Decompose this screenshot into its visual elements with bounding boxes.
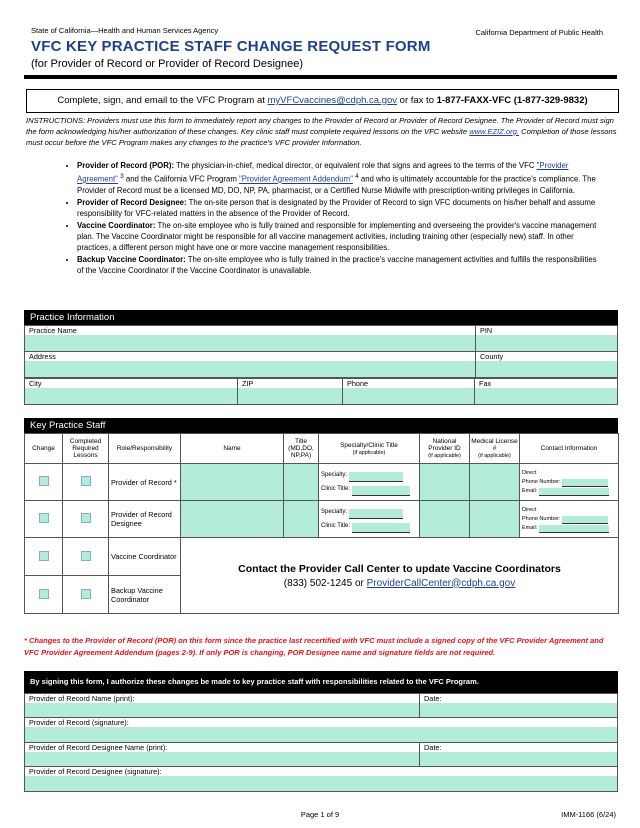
role-vaccine-coordinator: Vaccine Coordinator xyxy=(109,538,181,576)
call-center-heading: Contact the Provider Call Center to update Vaccine Coordinators xyxy=(238,562,561,575)
col-header-license xyxy=(470,434,520,464)
designee-signature-label: Provider of Record Designee (signature): xyxy=(29,767,162,776)
call-center-contact xyxy=(183,578,616,589)
header-rule xyxy=(24,75,617,79)
table-row-vaccine-coordinator xyxy=(25,538,619,576)
col-header-name: Name xyxy=(181,434,284,464)
definition-text: The physician-in-chief, medical director, or equivalent role that signs and agrees to the terms of the VFC xyxy=(174,161,537,170)
key-practice-staff-header: Key Practice Staff xyxy=(24,418,618,433)
practice-name-label: Practice Name xyxy=(29,326,77,335)
fax-label: Fax xyxy=(479,379,492,388)
col-header-contact: Contact Information xyxy=(520,434,619,464)
designee-name-cell xyxy=(25,743,420,767)
email-label: Email: xyxy=(522,524,538,531)
city-cell xyxy=(25,379,238,405)
practice-information-header: Practice Information xyxy=(24,310,618,325)
specialty-cell-por xyxy=(319,464,420,501)
agency-name: State of California—Health and Human Services Agency xyxy=(31,26,219,35)
por-name-label: Provider of Record Name (print): xyxy=(29,694,135,703)
col-header-specialty xyxy=(319,434,420,464)
lessons-checkbox-designee[interactable] xyxy=(81,513,91,523)
table-row-por xyxy=(25,464,619,501)
change-cell xyxy=(25,464,63,501)
definition-text: The on-site person that is designated by the Provider of Record to sign VFC documents on his/her behalf and assume responsibility for VFC-related matters in the absence of the Provider of Record. xyxy=(77,197,596,218)
specialty-label: Specialty: xyxy=(321,472,348,478)
por-signature-label: Provider of Record (signature): xyxy=(29,718,129,727)
practice-name-input[interactable] xyxy=(25,335,475,351)
lessons-cell xyxy=(63,576,109,614)
call-center-phone: (833) 502-1245 or xyxy=(283,577,367,589)
submission-instructions xyxy=(26,89,619,113)
name-input-por[interactable] xyxy=(181,464,284,501)
fax-input[interactable] xyxy=(475,388,617,404)
key-practice-staff-section xyxy=(24,418,618,614)
designee-name-label: Provider of Record Designee Name (print): xyxy=(29,743,168,752)
city-label: City xyxy=(29,379,42,388)
form-title: VFC KEY PRACTICE STAFF CHANGE REQUEST FORM xyxy=(31,38,431,55)
email-input-por[interactable] xyxy=(539,488,609,496)
table-row-designee xyxy=(25,501,619,538)
fax-cell xyxy=(475,379,618,405)
contact-cell-por xyxy=(520,464,619,501)
vfc-email-link[interactable]: myVFCvaccines@cdph.ca.gov xyxy=(267,95,398,106)
form-id: IMM-1166 (6/24) xyxy=(561,810,616,819)
npi-header-text: National Provider ID xyxy=(428,438,461,452)
role-por: Provider of Record * xyxy=(109,464,181,501)
definition-text: The on-site employee who is fully trained in the practice's vaccine management activities and fulfills the responsibilities of the Vaccine Coordinator if the Vaccine Coordinator is unavailable. xyxy=(77,254,597,275)
direct-label: Direct xyxy=(522,469,537,476)
footnote-ref: 4 xyxy=(355,173,359,180)
pin-label: PIN xyxy=(480,326,493,335)
practice-name-cell xyxy=(25,326,476,352)
lessons-checkbox-vc[interactable] xyxy=(81,551,91,561)
city-input[interactable] xyxy=(25,388,237,404)
contact-mid: or fax to xyxy=(397,95,437,106)
designee-name-input[interactable] xyxy=(25,752,419,766)
contact-prefix: Complete, sign, and email to the VFC Program at xyxy=(57,95,268,106)
definition-label: Provider of Record (POR): xyxy=(77,161,175,170)
clinic-title-label: Clinic Title: xyxy=(321,523,351,529)
phone-label: Phone xyxy=(347,379,369,388)
specialty-input-designee[interactable] xyxy=(349,509,403,519)
lessons-cell xyxy=(63,538,109,576)
phone-cell xyxy=(343,379,475,405)
authorization-statement: By signing this form, I authorize these changes be made to key practice staff with responsibilities related to the VFC Program. xyxy=(24,671,618,693)
change-cell xyxy=(25,501,63,538)
specialty-label: Specialty: xyxy=(321,509,348,515)
lessons-cell xyxy=(63,464,109,501)
date2-cell xyxy=(420,743,618,767)
license-input-designee[interactable] xyxy=(470,501,520,538)
col-header-title: Title (MD,DO, NP,PA) xyxy=(284,434,319,464)
date2-label: Date: xyxy=(424,743,442,752)
por-name-input[interactable] xyxy=(25,703,419,717)
instructions xyxy=(26,115,618,148)
date1-input[interactable] xyxy=(420,703,617,717)
eziz-link[interactable]: www.EZIZ.org. xyxy=(469,127,519,136)
specialty-header-sub: (if applicable) xyxy=(352,449,386,456)
department-name: California Department of Public Health xyxy=(475,28,603,37)
por-change-note: * Changes to the Provider of Record (POR) on this form since the practice last recertified with VFC must include a signed copy of the VFC Provider Agreement and VFC Provider Agreement Addendum (pages 2-9). If only POR is changing, POR Designee name and signature fields are not required. xyxy=(24,636,604,657)
direct-label: Direct xyxy=(522,506,537,513)
provider-agreement-addendum-link[interactable]: "Provider Agreement Addendum" xyxy=(239,174,353,184)
license-header-text: Medical License # xyxy=(471,438,518,452)
specialty-header-text: Specialty/Clinic Title xyxy=(340,441,398,449)
change-checkbox-designee[interactable] xyxy=(39,513,49,523)
definition-designee xyxy=(77,197,597,219)
npi-header-sub: (if applicable) xyxy=(428,453,461,459)
definition-backup-coordinator xyxy=(77,254,597,276)
practice-information-table xyxy=(24,325,618,378)
phone-input-designee[interactable] xyxy=(562,516,608,524)
call-center-email-link[interactable]: ProviderCallCenter@cdph.ca.gov xyxy=(366,577,516,589)
clinic-title-label: Clinic Title: xyxy=(321,486,351,492)
pin-input[interactable] xyxy=(476,335,617,351)
instructions-text-2: Completion of those lessons must occur before the VFC Program makes any changes to the practice's VFC provider Information. xyxy=(26,127,617,147)
change-checkbox-vc[interactable] xyxy=(39,551,49,561)
call-center-notice xyxy=(181,538,619,614)
change-cell xyxy=(25,538,63,576)
date2-input[interactable] xyxy=(420,752,617,766)
contact-cell-designee xyxy=(520,501,619,538)
role-definitions xyxy=(60,160,597,277)
signature-table xyxy=(24,693,618,792)
form-subtitle: (for Provider of Record or Provider of Record Designee) xyxy=(31,58,304,70)
col-header-completed-lessons: Completed Required Lessons xyxy=(63,434,109,464)
phone-number-label: Phone Number: xyxy=(522,478,561,485)
email-input-designee[interactable] xyxy=(539,525,609,533)
specialty-cell-designee xyxy=(319,501,420,538)
fax-number: 1-877-FAXX-VFC (1-877-329-9832) xyxy=(436,95,588,106)
title-input-designee[interactable] xyxy=(284,501,319,538)
address-input[interactable] xyxy=(25,361,475,377)
col-header-role: Role/Responsibility xyxy=(109,434,181,464)
county-cell xyxy=(476,352,618,378)
role-backup-coordinator: Backup Vaccine Coordinator xyxy=(109,576,181,614)
practice-information-section xyxy=(24,310,618,405)
por-signature-input[interactable] xyxy=(25,727,617,742)
page-number: Page 1 of 9 xyxy=(300,810,340,819)
col-header-npi xyxy=(420,434,470,464)
change-checkbox-bvc[interactable] xyxy=(39,589,49,599)
role-designee: Provider of Record Designee xyxy=(109,501,181,538)
license-header-sub: (if applicable) xyxy=(478,453,511,459)
definition-text: and who is ultimately accountable for the practice's compliance. The Provider of Record must be a licensed MD, DO, NP, PA, pharmacist, or a Certified Nurse Midwife with prescription-writing privileges in California. xyxy=(77,174,596,195)
title-input-por[interactable] xyxy=(284,464,319,501)
county-input[interactable] xyxy=(476,361,617,377)
npi-input-por[interactable] xyxy=(420,464,470,501)
phone-number-label: Phone Number: xyxy=(522,515,561,522)
definition-text: and the California VFC Program xyxy=(123,174,239,184)
lessons-checkbox-bvc[interactable] xyxy=(81,589,91,599)
clinic-title-input-por[interactable] xyxy=(352,486,410,496)
signature-section xyxy=(24,671,618,792)
col-header-change: Change xyxy=(25,434,63,464)
lessons-cell xyxy=(63,501,109,538)
date1-cell xyxy=(420,694,618,718)
footnote-ref: 3 xyxy=(120,173,124,180)
definition-text: The on-site employee who is fully trained and responsible for implementing and overseeing the provider's vaccine management plan. The Vaccine Coordinator might be responsible for all vaccine management activities, including training other (especially new) staff. In other practices, a different person might have one or more vaccine management responsibilities. xyxy=(77,220,597,252)
instructions-text: INSTRUCTIONS: Providers must use this form to immediately report any changes to the Provider of Record or Provider of Record Designee. The Provider of Record must sign the form acknowledging his/her authorization of these changes. Key clinic staff must complete required lessons on the VFC website xyxy=(26,116,614,136)
address-cell xyxy=(25,352,476,378)
change-cell xyxy=(25,576,63,614)
definition-label: Provider of Record Designee: xyxy=(77,197,187,207)
lessons-checkbox-por[interactable] xyxy=(81,476,91,486)
specialty-input-por[interactable] xyxy=(349,472,403,482)
key-practice-staff-table xyxy=(24,433,619,614)
zip-label: ZIP xyxy=(242,379,254,388)
designee-signature-cell xyxy=(25,767,618,792)
pin-cell xyxy=(476,326,618,352)
por-signature-cell xyxy=(25,718,618,743)
definition-vaccine-coordinator xyxy=(77,220,597,253)
clinic-title-input-designee[interactable] xyxy=(352,523,410,533)
provider-agreement-link[interactable]: "Provider Agreement" xyxy=(77,161,569,184)
county-label: County xyxy=(480,352,504,361)
definition-por xyxy=(77,160,597,196)
por-name-cell xyxy=(25,694,420,718)
address-label: Address xyxy=(29,352,56,361)
definition-label: Backup Vaccine Coordinator: xyxy=(77,254,186,264)
zip-input[interactable] xyxy=(238,388,342,404)
license-input-por[interactable] xyxy=(470,464,520,501)
change-checkbox-por[interactable] xyxy=(39,476,49,486)
phone-input[interactable] xyxy=(343,388,474,404)
npi-input-designee[interactable] xyxy=(420,501,470,538)
email-label: Email: xyxy=(522,487,538,494)
date1-label: Date: xyxy=(424,694,442,703)
definition-label: Vaccine Coordinator: xyxy=(77,220,156,230)
designee-signature-input[interactable] xyxy=(25,776,617,791)
name-input-designee[interactable] xyxy=(181,501,284,538)
practice-location-table xyxy=(24,378,618,405)
zip-cell xyxy=(238,379,343,405)
phone-input-por[interactable] xyxy=(562,479,608,487)
